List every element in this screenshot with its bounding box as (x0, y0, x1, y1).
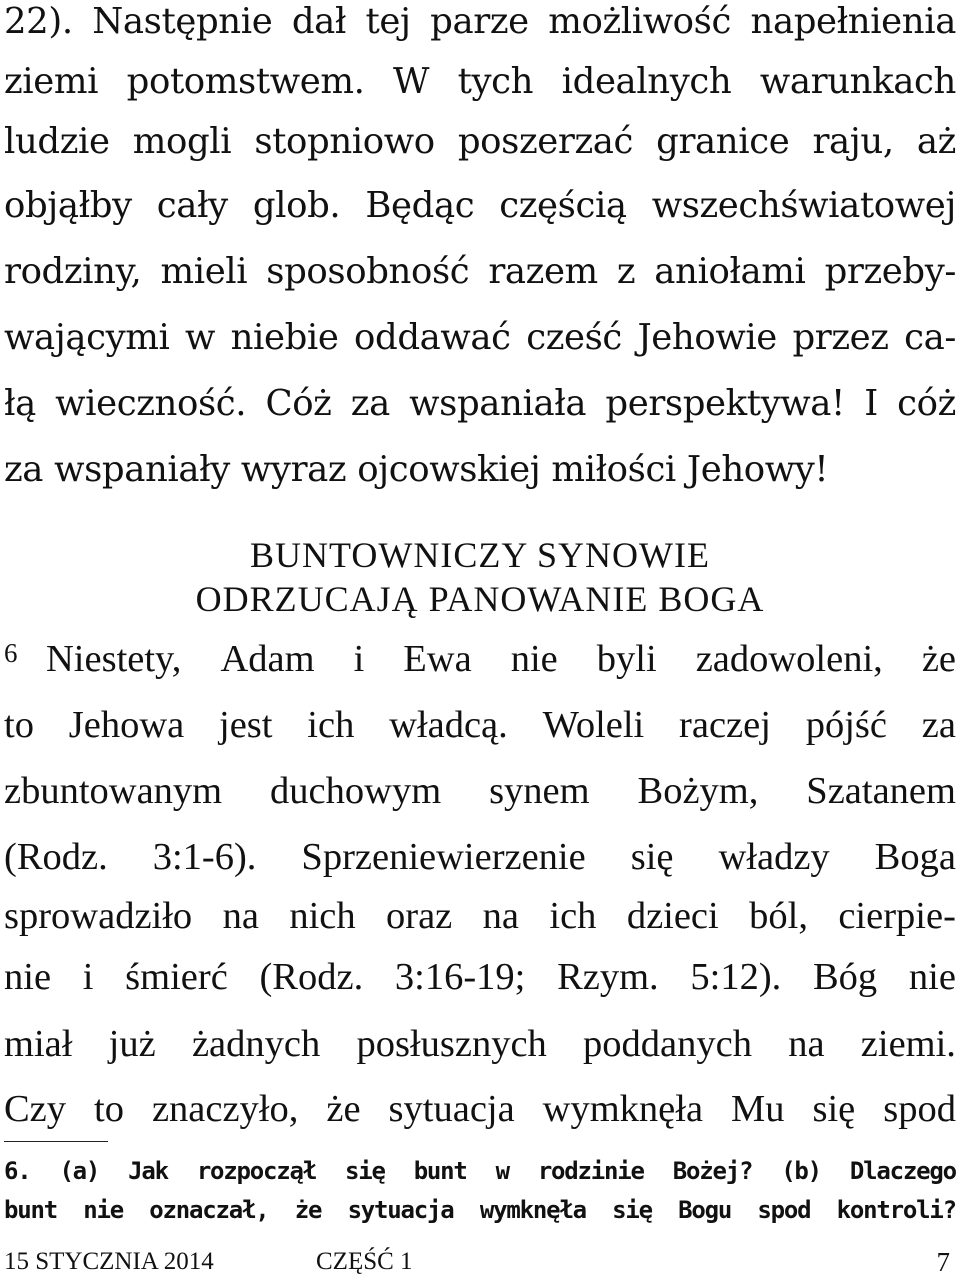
text-line (4, 250, 956, 294)
word: Będąc (365, 185, 475, 226)
word: na (482, 895, 519, 937)
word: napełnienia (750, 1, 956, 42)
word: władzy (718, 836, 830, 878)
word: Jehowa (68, 704, 185, 746)
word: ich (307, 704, 355, 746)
word: nich (289, 895, 356, 937)
word: ojcowskiej (357, 449, 541, 490)
word: cierpie- (838, 895, 956, 937)
word: wającymi (4, 317, 170, 358)
word: ból, (749, 895, 808, 937)
word: Ewa (403, 638, 472, 680)
word: Boga (874, 836, 956, 878)
word: wspaniała (409, 383, 587, 424)
word: poddanych (583, 1023, 752, 1065)
word: że (326, 1088, 361, 1130)
word: byli (596, 638, 657, 680)
word: Rzym. (557, 956, 659, 998)
word: na (222, 895, 259, 937)
word: już (108, 1023, 156, 1065)
word: w (495, 1157, 509, 1185)
word: się (630, 836, 674, 878)
word: pójść (805, 704, 887, 746)
word: i (82, 956, 94, 998)
word: bunt (413, 1157, 467, 1185)
section-label: CZĘŚĆ 1 (316, 1248, 413, 1275)
word: znaczyło, (151, 1088, 299, 1130)
word: nie (83, 1196, 124, 1224)
word: sytuacja (388, 1088, 515, 1130)
word: za (350, 383, 390, 424)
word: cześć (526, 317, 622, 358)
word: to (4, 704, 34, 746)
text-line (4, 1087, 956, 1131)
word: posłusznych (356, 1023, 547, 1065)
word: wspaniały (54, 449, 230, 490)
word: się (812, 1088, 856, 1130)
word: z (616, 251, 636, 292)
word: duchowym (270, 770, 442, 812)
word: nie (908, 956, 956, 998)
word: stopniowo (254, 121, 435, 162)
text-line (4, 835, 956, 879)
word: za (921, 704, 956, 746)
word: że (294, 1196, 322, 1224)
word: sytuacja (347, 1196, 454, 1224)
word: cały (156, 185, 228, 226)
word: spod (883, 1088, 956, 1130)
word: bunt (4, 1196, 57, 1224)
word: żadnych (191, 1023, 321, 1065)
word: wymknęła (542, 1088, 704, 1130)
word: oddawać (354, 317, 511, 358)
word: cóż (897, 383, 956, 424)
word: łą (4, 383, 36, 424)
text-line (46, 637, 956, 681)
page-footer (4, 1244, 956, 1280)
word: Bożej? (672, 1157, 753, 1185)
word: 22). (4, 1, 73, 42)
word: i (353, 638, 365, 680)
word: parze (430, 1, 529, 42)
word: Bożym, (637, 770, 759, 812)
word: Niestety, (46, 638, 182, 680)
word: poszerzać (457, 121, 633, 162)
word: nie (4, 956, 52, 998)
text-line (4, 60, 956, 104)
word: zbuntowanym (4, 770, 223, 812)
word: ziemi (4, 61, 99, 102)
word: się (345, 1157, 385, 1185)
word: niebie (230, 317, 339, 358)
word: rozpoczął (196, 1157, 317, 1185)
word: raczej (679, 704, 771, 746)
word: Jak (128, 1157, 168, 1185)
word: aż (916, 121, 956, 162)
word: oraz (386, 895, 453, 937)
word: to (94, 1088, 124, 1130)
word: Następnie (92, 1, 273, 42)
word: Szatanem (806, 770, 956, 812)
word: objąłby (4, 185, 132, 226)
word: granice (656, 121, 790, 162)
word: idealnych (561, 61, 732, 102)
word: zadowoleni, (695, 638, 883, 680)
page-number: 7 (936, 1247, 950, 1277)
word: Jehowie (637, 317, 777, 358)
word: 3:1-6). (152, 836, 257, 878)
word: (Rodz. (259, 956, 364, 998)
word: Jehowy! (686, 449, 829, 490)
word: razem (488, 251, 598, 292)
text-line (4, 955, 956, 999)
word: wszechświatowej (651, 185, 956, 226)
word: ich (549, 895, 597, 937)
text-line (4, 448, 956, 492)
word: Sprzeniewierzenie (301, 836, 586, 878)
word: W (393, 61, 430, 102)
word: spod (757, 1196, 811, 1224)
word: rodzinie (537, 1157, 644, 1185)
word: ludzie (4, 121, 110, 162)
word: raju, (812, 121, 894, 162)
word: częścią (499, 185, 627, 226)
word: rodziny, (4, 251, 142, 292)
word: (Rodz. (4, 836, 108, 878)
text-line (4, 382, 956, 426)
text-line (4, 184, 956, 228)
footnote-divider (4, 1141, 108, 1142)
word: wieczność. (55, 383, 247, 424)
word: tych (457, 61, 534, 102)
text-line (4, 769, 956, 813)
word: jest (219, 704, 273, 746)
word: ziemi. (860, 1023, 956, 1065)
word: 3:16-19; (394, 956, 526, 998)
word: Adam (220, 638, 315, 680)
section-heading-line-1: BUNTOWNICZY SYNOWIE (250, 535, 710, 575)
word: (b) (781, 1157, 821, 1185)
word: przez (792, 317, 889, 358)
word: miał (4, 1023, 73, 1065)
word: wymknęła (479, 1196, 586, 1224)
word: możliwość (548, 1, 731, 42)
word: przeby- (824, 251, 956, 292)
word: glob. (252, 185, 341, 226)
word: 5:12). (690, 956, 782, 998)
text-line (4, 120, 956, 164)
text-line (4, 703, 956, 747)
word: warunkach (759, 61, 956, 102)
text-line (4, 0, 956, 44)
word: dzieci (626, 895, 719, 937)
word: na (788, 1023, 825, 1065)
word: perspektywa! (605, 383, 845, 424)
word: Bóg (812, 956, 878, 998)
text-line (4, 894, 956, 938)
word: mogli (132, 121, 232, 162)
word: Czy (4, 1088, 67, 1130)
question-line (4, 1195, 956, 1225)
text-line (4, 1022, 956, 1066)
word: I (864, 383, 878, 424)
word: że (921, 638, 956, 680)
word: mieli (160, 251, 248, 292)
word: Bogu (678, 1196, 732, 1224)
word: 6. (4, 1157, 31, 1185)
word: miłości (551, 449, 676, 490)
word: Cóż (265, 383, 332, 424)
paragraph-number: 6 (4, 638, 18, 668)
word: Woleli (542, 704, 645, 746)
word: Mu (731, 1088, 785, 1130)
section-heading-line-2: ODRZUCAJĄ PANOWANIE BOGA (195, 579, 765, 619)
word: nie (510, 638, 558, 680)
word: za (4, 449, 44, 490)
word: kontroli? (836, 1196, 956, 1224)
word: Dlaczego (849, 1157, 956, 1185)
word: się (612, 1196, 652, 1224)
word: władcą. (389, 704, 508, 746)
word: aniołami (654, 251, 806, 292)
word: synem (489, 770, 590, 812)
word: oznaczał, (149, 1196, 269, 1224)
word: w (185, 317, 216, 358)
word: (a) (59, 1157, 100, 1185)
word: sprowadziło (4, 895, 193, 937)
word: ca- (904, 317, 956, 358)
issue-date: 15 STYCZNIA 2014 (4, 1248, 214, 1275)
word: potomstwem. (126, 61, 365, 102)
word: sposobność (266, 251, 470, 292)
word: tej (365, 1, 411, 42)
word: wyraz (240, 449, 347, 490)
word: dał (291, 1, 347, 42)
text-line (4, 316, 956, 360)
question-line (4, 1156, 956, 1186)
word: śmierć (125, 956, 228, 998)
